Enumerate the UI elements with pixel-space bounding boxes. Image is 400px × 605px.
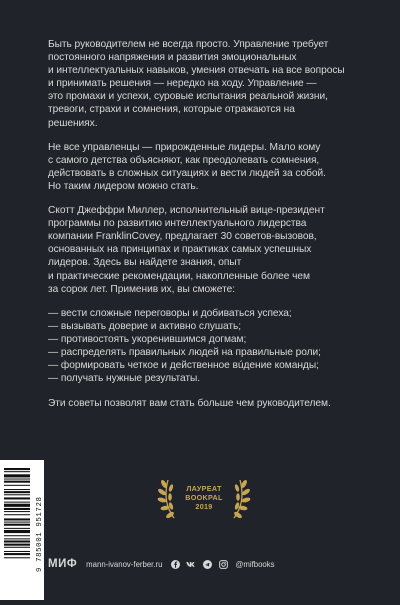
paragraph-1-line: тревоги, страхи и сомнения, которые отражаются на bbox=[48, 104, 295, 116]
list-item: — распределять правильных людей на правильные роли; bbox=[48, 346, 321, 358]
paragraph-2-line: действовать в сложных ситуациях и вести людей за собой. bbox=[48, 167, 326, 179]
paragraph-1 bbox=[48, 38, 370, 130]
list-item: — формировать четкое и действенное вúдение команды; bbox=[48, 360, 319, 372]
paragraph-3 bbox=[48, 204, 370, 296]
list-item: — вызывать доверие и активно слушать; bbox=[48, 320, 242, 332]
isbn-number: 9 785001 951728 bbox=[36, 496, 44, 572]
benefits-list bbox=[48, 307, 370, 386]
award-name: BOOKPAL bbox=[185, 493, 223, 502]
instagram-icon[interactable] bbox=[218, 559, 228, 569]
publisher-website[interactable]: mann-ivanov-ferber.ru bbox=[86, 559, 163, 569]
paragraph-3-line: за сорок лет. Применив их, вы сможете: bbox=[48, 283, 235, 295]
publisher-logo: МИФ bbox=[48, 558, 78, 570]
list-item: — вести сложные переговоры и добиваться успеха; bbox=[48, 307, 292, 319]
paragraph-1-line: и принимать решения — нередко на ходу. Управление — bbox=[48, 78, 317, 90]
paragraph-1-line: это промахи и успехи, суровые испытания реальной жизни, bbox=[48, 91, 328, 103]
publisher-footer bbox=[48, 556, 275, 572]
paragraph-3-line: лидеров. Здесь вы найдете знания, опыт bbox=[48, 257, 242, 269]
award-year: 2019 bbox=[195, 502, 213, 511]
closing-line: Эти советы позволят вам стать больше чем руководителем. bbox=[48, 398, 331, 410]
paragraph-1-line: и интеллектуальных навыков, умения отвечать на все вопросы bbox=[48, 65, 345, 77]
back-cover-text bbox=[48, 38, 370, 421]
paragraph-2-line: с самого детства объясняют, как преодолевать сомнения, bbox=[48, 154, 320, 166]
paragraph-3-line: Скотт Джеффри Миллер, исполнительный вице-президент bbox=[48, 205, 325, 217]
paragraph-1-line: Быть руководителем не всегда просто. Управление требует bbox=[48, 39, 329, 50]
paragraph-3-line: компании FranklinCovey, предлагает 30 советов-вызовов, bbox=[48, 231, 317, 243]
paragraph-1-line: постоянного напряжения и развития эмоциональных bbox=[48, 52, 297, 64]
social-handle[interactable]: @mifbooks bbox=[235, 559, 275, 569]
award-label: ЛАУРЕАТ bbox=[186, 484, 222, 493]
paragraph-2-line: Не все управленцы — прирожденные лидеры. Мало кому bbox=[48, 141, 321, 153]
paragraph-3-line: и практические рекомендации, накопленные более чем bbox=[48, 270, 310, 282]
list-item: — получать нужные результаты. bbox=[48, 373, 201, 385]
facebook-icon[interactable] bbox=[170, 559, 180, 569]
paragraph-2 bbox=[48, 141, 370, 193]
vk-icon[interactable] bbox=[186, 559, 196, 569]
telegram-icon[interactable] bbox=[202, 559, 212, 569]
paragraph-3-line: основанных на принципах и практиках самых успешных bbox=[48, 244, 312, 256]
paragraph-1-line: решениях. bbox=[48, 117, 98, 129]
paragraph-2-line: Но таким лидером можно стать. bbox=[48, 180, 199, 192]
award-badge bbox=[150, 468, 258, 526]
paragraph-3-line: программы по развитию интеллектуального лидерства bbox=[48, 218, 307, 230]
list-item: — противостоять укоренившимся догмам; bbox=[48, 333, 247, 345]
